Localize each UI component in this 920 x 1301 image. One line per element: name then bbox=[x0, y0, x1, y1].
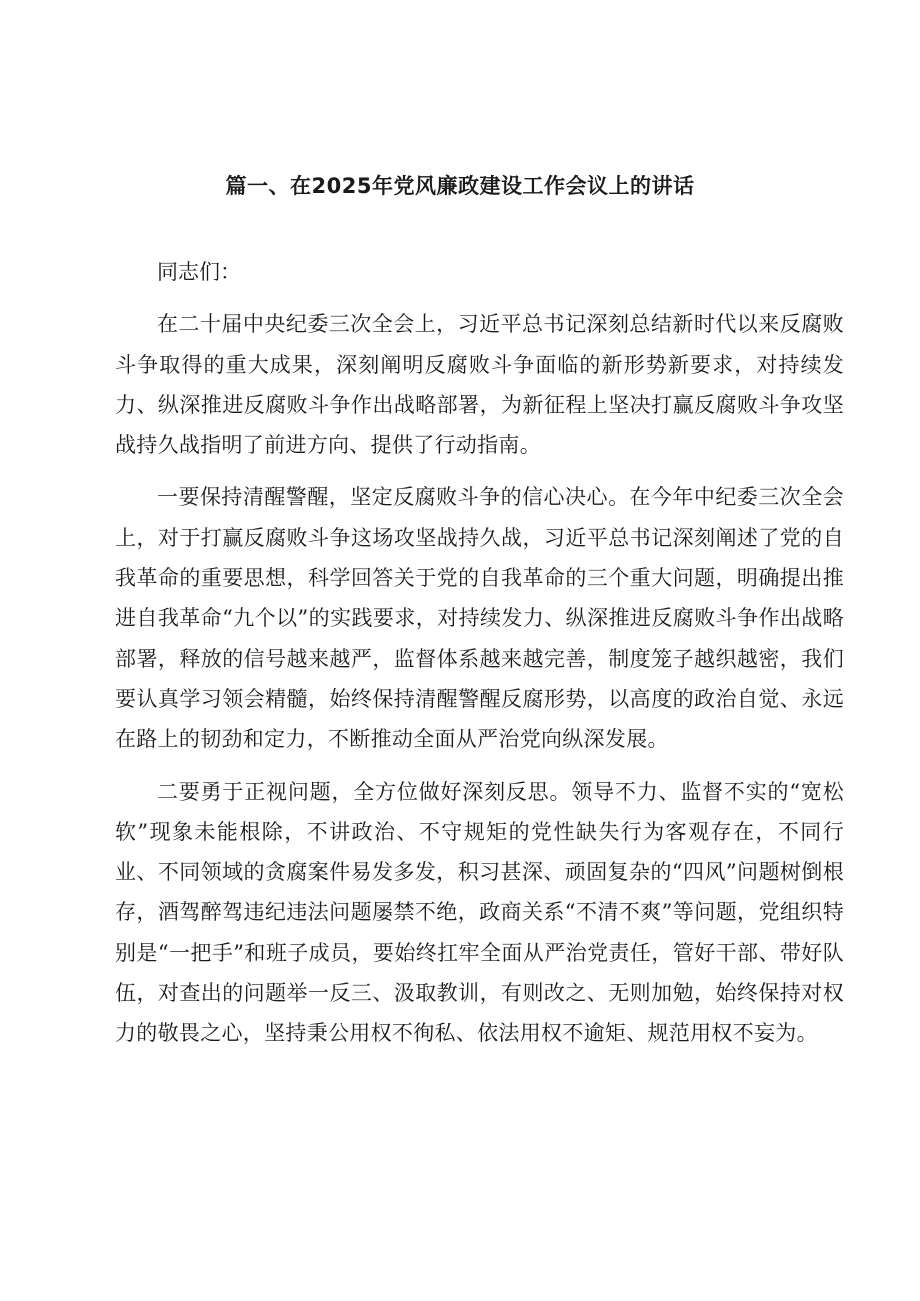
document-body bbox=[115, 252, 844, 1054]
salutation: 同志们： bbox=[157, 260, 241, 284]
paragraph-point-two: 二要勇于正视问题，全方位做好深刻反思。领导不力、监督不实的“宽松软”现象未能根除，不讲政治、不守规矩的党性缺失行为客观存在，不同行业、不同领域的贪腐案件易发多发，积习甚深、顽固复杂的“四风”问题树倒根存，酒驾醉驾违纪违法问题屡禁不绝，政商关系“不清不爽”等问题，党组织特别是“一把手”和班子成员，要始终扛牢全面从严治党责任，管好干部、带好队伍，对查出的问题举一反三、汲取教训，有则改之、无则加勉，始终保持对权力的敬畏之心，坚持秉公用权不徇私、依法用权不逾矩、规范用权不妄为。 bbox=[115, 779, 844, 1046]
paragraph-intro: 在二十届中央纪委三次全会上，习近平总书记深刻总结新时代以来反腐败斗争取得的重大成果，深刻阐明反腐败斗争面临的新形势新要求，对持续发力、纵深推进反腐败斗争作出战略部署，为新征程上坚决打赢反腐败斗争攻坚战持久战指明了前进方向、提供了行动指南。 bbox=[115, 312, 844, 458]
document-title: 篇一、在2025年党风廉政建设工作会议上的讲话 bbox=[225, 174, 695, 198]
paragraph-point-one: 一要保持清醒警醒，坚定反腐败斗争的信心决心。在今年中纪委三次全会上，对于打赢反腐败斗争这场攻坚战持久战，习近平总书记深刻阐述了党的自我革命的重要思想，科学回答关于党的自我革命的三个重大问题，明确提出推进自我革命“九个以”的实践要求，对持续发力、纵深推进反腐败斗争作出战略部署，释放的信号越来越严，监督体系越来越完善，制度笼子越织越密，我们要认真学习领会精髓，始终保持清醒警醒反腐形势，以高度的政治自觉、永远在路上的韧劲和定力，不断推动全面从严治党向纵深发展。 bbox=[115, 485, 844, 752]
